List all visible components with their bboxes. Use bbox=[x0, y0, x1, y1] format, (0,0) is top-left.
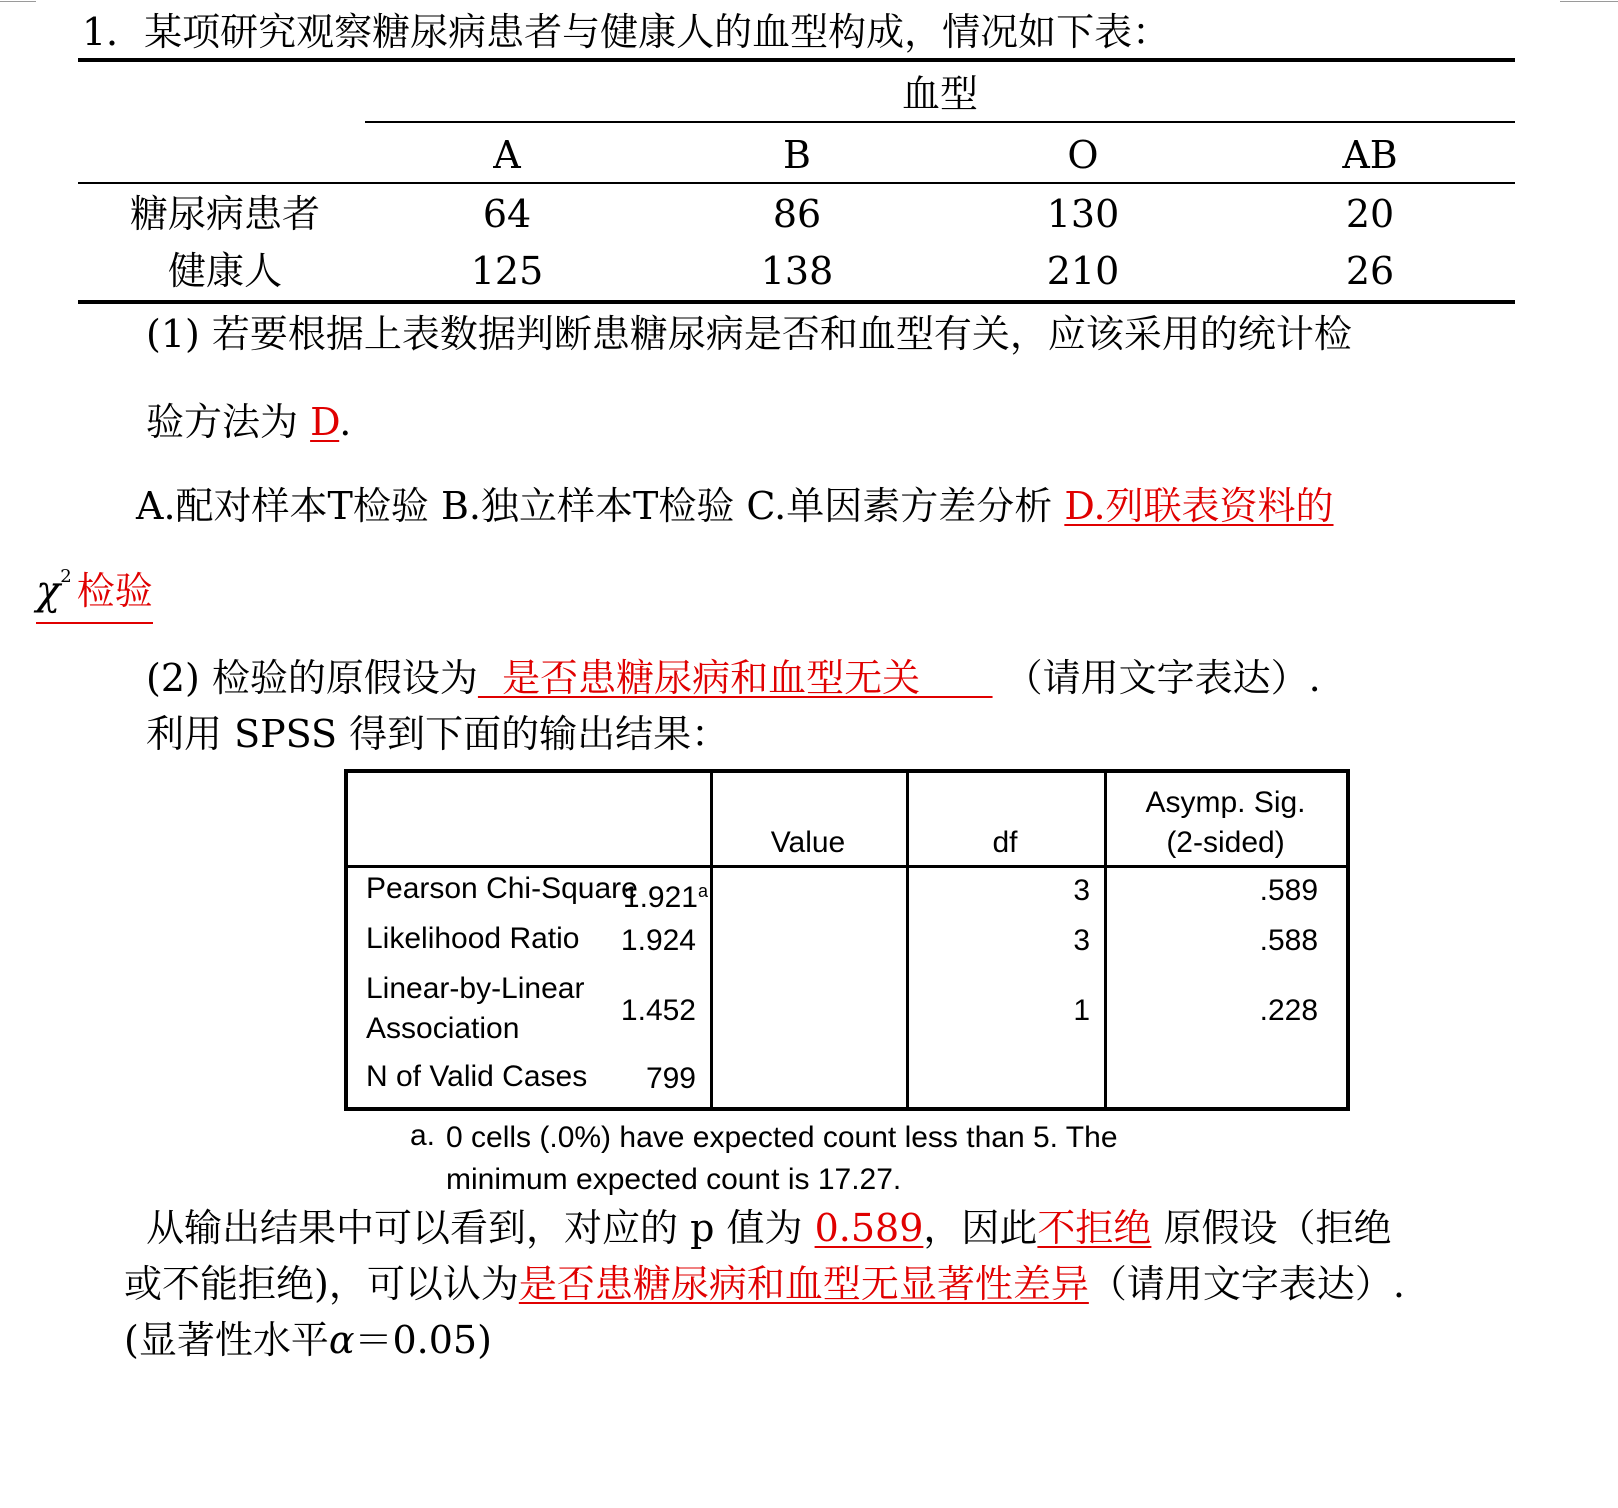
part2-answer: 是否患糖尿病和血型无关 bbox=[477, 656, 993, 700]
spss-header-df: df bbox=[992, 826, 1018, 859]
option-c: C.单因素方差分析 bbox=[746, 484, 1053, 528]
interpretation-answer: 是否患糖尿病和血型无显著性差异 bbox=[518, 1262, 1089, 1306]
spss-header-sig-line1: Asymp. Sig. bbox=[1145, 786, 1306, 819]
cell-diabetic-ab: 20 bbox=[1345, 192, 1395, 236]
conclusion-text-4: 或不能拒绝)，可以认为 bbox=[124, 1262, 519, 1306]
significance-level bbox=[124, 1318, 492, 1362]
spss-footnote-marker: a. bbox=[410, 1119, 436, 1152]
spss-row-label-line2: Association bbox=[366, 1012, 520, 1045]
cell-healthy-a: 125 bbox=[470, 249, 544, 293]
spss-intro: 利用 SPSS 得到下面的输出结果： bbox=[146, 712, 730, 756]
spss-row-label-line1: Linear-by-Linear bbox=[366, 972, 585, 1005]
spss-row-df: 3 bbox=[1073, 924, 1090, 957]
spss-col-divider-3 bbox=[1104, 773, 1107, 1107]
spss-row-value: 1.452 bbox=[620, 994, 696, 1027]
part1-options bbox=[136, 484, 1334, 528]
spss-row-value: 1.924 bbox=[620, 924, 696, 957]
conclusion-text-2: ，因此 bbox=[923, 1206, 1038, 1250]
significance-text-2: ＝0.05) bbox=[354, 1318, 492, 1362]
spss-row-value: 799 bbox=[645, 1062, 696, 1095]
alpha-symbol: α bbox=[328, 1318, 355, 1362]
part1-line2-suffix: . bbox=[339, 400, 352, 444]
conclusion-line2 bbox=[124, 1262, 1405, 1306]
part2-prefix: (2) 检验的原假设为 bbox=[146, 656, 478, 700]
decision-answer: 不拒绝 bbox=[1037, 1206, 1152, 1250]
spss-header-rule bbox=[348, 865, 1346, 868]
table-top-rule bbox=[78, 58, 1515, 62]
part1-line2 bbox=[146, 400, 351, 444]
chi-symbol: χ bbox=[36, 568, 61, 614]
row-label-healthy: 健康人 bbox=[167, 249, 282, 293]
table-bottom-rule bbox=[78, 300, 1515, 304]
row-label-diabetic: 糖尿病患者 bbox=[129, 192, 320, 236]
part2-suffix: （请用文字表达）. bbox=[992, 656, 1321, 700]
spss-row-label: Pearson Chi-Square bbox=[366, 872, 638, 905]
spss-row-sig: .589 bbox=[1259, 874, 1318, 907]
option-d-line1: D.列联表资料的 bbox=[1064, 484, 1334, 528]
conclusion-text-5: （请用文字表达）. bbox=[1088, 1262, 1405, 1306]
spss-row-sig: .228 bbox=[1259, 994, 1318, 1027]
significance-text-1: (显著性水平 bbox=[124, 1318, 329, 1362]
option-d-test: 检验 bbox=[76, 569, 153, 613]
cell-diabetic-a: 64 bbox=[482, 192, 532, 236]
option-a: A.配对样本T检验 bbox=[136, 484, 429, 528]
spss-col-divider-1 bbox=[710, 773, 713, 1107]
column-header-rule bbox=[78, 182, 1515, 184]
spss-footnote-line2: minimum expected count is 17.27. bbox=[446, 1163, 902, 1196]
option-b: B.独立样本T检验 bbox=[440, 484, 735, 528]
column-header-a: A bbox=[493, 133, 521, 177]
option-d-line2 bbox=[36, 566, 153, 624]
spss-header-sig-line2: (2-sided) bbox=[1166, 826, 1285, 859]
spss-row-df: 1 bbox=[1073, 994, 1090, 1027]
spss-row-df: 3 bbox=[1073, 874, 1090, 907]
part1-answer: D bbox=[310, 400, 340, 444]
spss-row-sig: .588 bbox=[1259, 924, 1318, 957]
part1-line1: (1) 若要根据上表数据判断患糖尿病是否和血型有关，应该采用的统计检 bbox=[146, 312, 1352, 356]
part1-line2-prefix: 验方法为 bbox=[146, 400, 311, 444]
chi-exponent: 2 bbox=[60, 566, 72, 587]
spss-row-label: Likelihood Ratio bbox=[366, 922, 580, 955]
spss-footnote-line1: 0 cells (.0%) have expected count less than 5. The bbox=[446, 1121, 1118, 1154]
pearson-value: 1.921 bbox=[622, 881, 698, 914]
column-header-b: B bbox=[783, 133, 811, 177]
p-value-answer: 0.589 bbox=[814, 1206, 924, 1250]
conclusion-text-3: 原假设（拒绝 bbox=[1151, 1206, 1392, 1250]
cell-diabetic-b: 86 bbox=[772, 192, 822, 236]
question-title: 1．某项研究观察糖尿病患者与健康人的血型构成，情况如下表： bbox=[82, 10, 1171, 54]
cell-healthy-o: 210 bbox=[1046, 249, 1120, 293]
cell-healthy-ab: 26 bbox=[1345, 249, 1395, 293]
cell-diabetic-o: 130 bbox=[1046, 192, 1120, 236]
column-header-o: O bbox=[1067, 133, 1099, 177]
spss-row-value bbox=[623, 873, 708, 916]
part2-line bbox=[146, 656, 1321, 700]
spss-row-label: N of Valid Cases bbox=[366, 1060, 588, 1093]
conclusion-line1 bbox=[146, 1206, 1392, 1250]
footnote-superscript: a bbox=[697, 881, 708, 901]
conclusion-text-1: 从输出结果中可以看到，对应的 p 值为 bbox=[146, 1206, 815, 1250]
column-header-ab: AB bbox=[1342, 133, 1398, 177]
spss-output-table bbox=[344, 769, 1350, 1111]
cell-healthy-b: 138 bbox=[760, 249, 834, 293]
top-left-edge-mark bbox=[0, 1, 36, 2]
spss-col-divider-2 bbox=[906, 773, 909, 1107]
top-right-edge-mark bbox=[1560, 1, 1618, 2]
group-header-rule bbox=[365, 121, 1515, 123]
spss-header-value: Value bbox=[770, 826, 846, 859]
blood-type-group-header: 血型 bbox=[901, 72, 978, 116]
